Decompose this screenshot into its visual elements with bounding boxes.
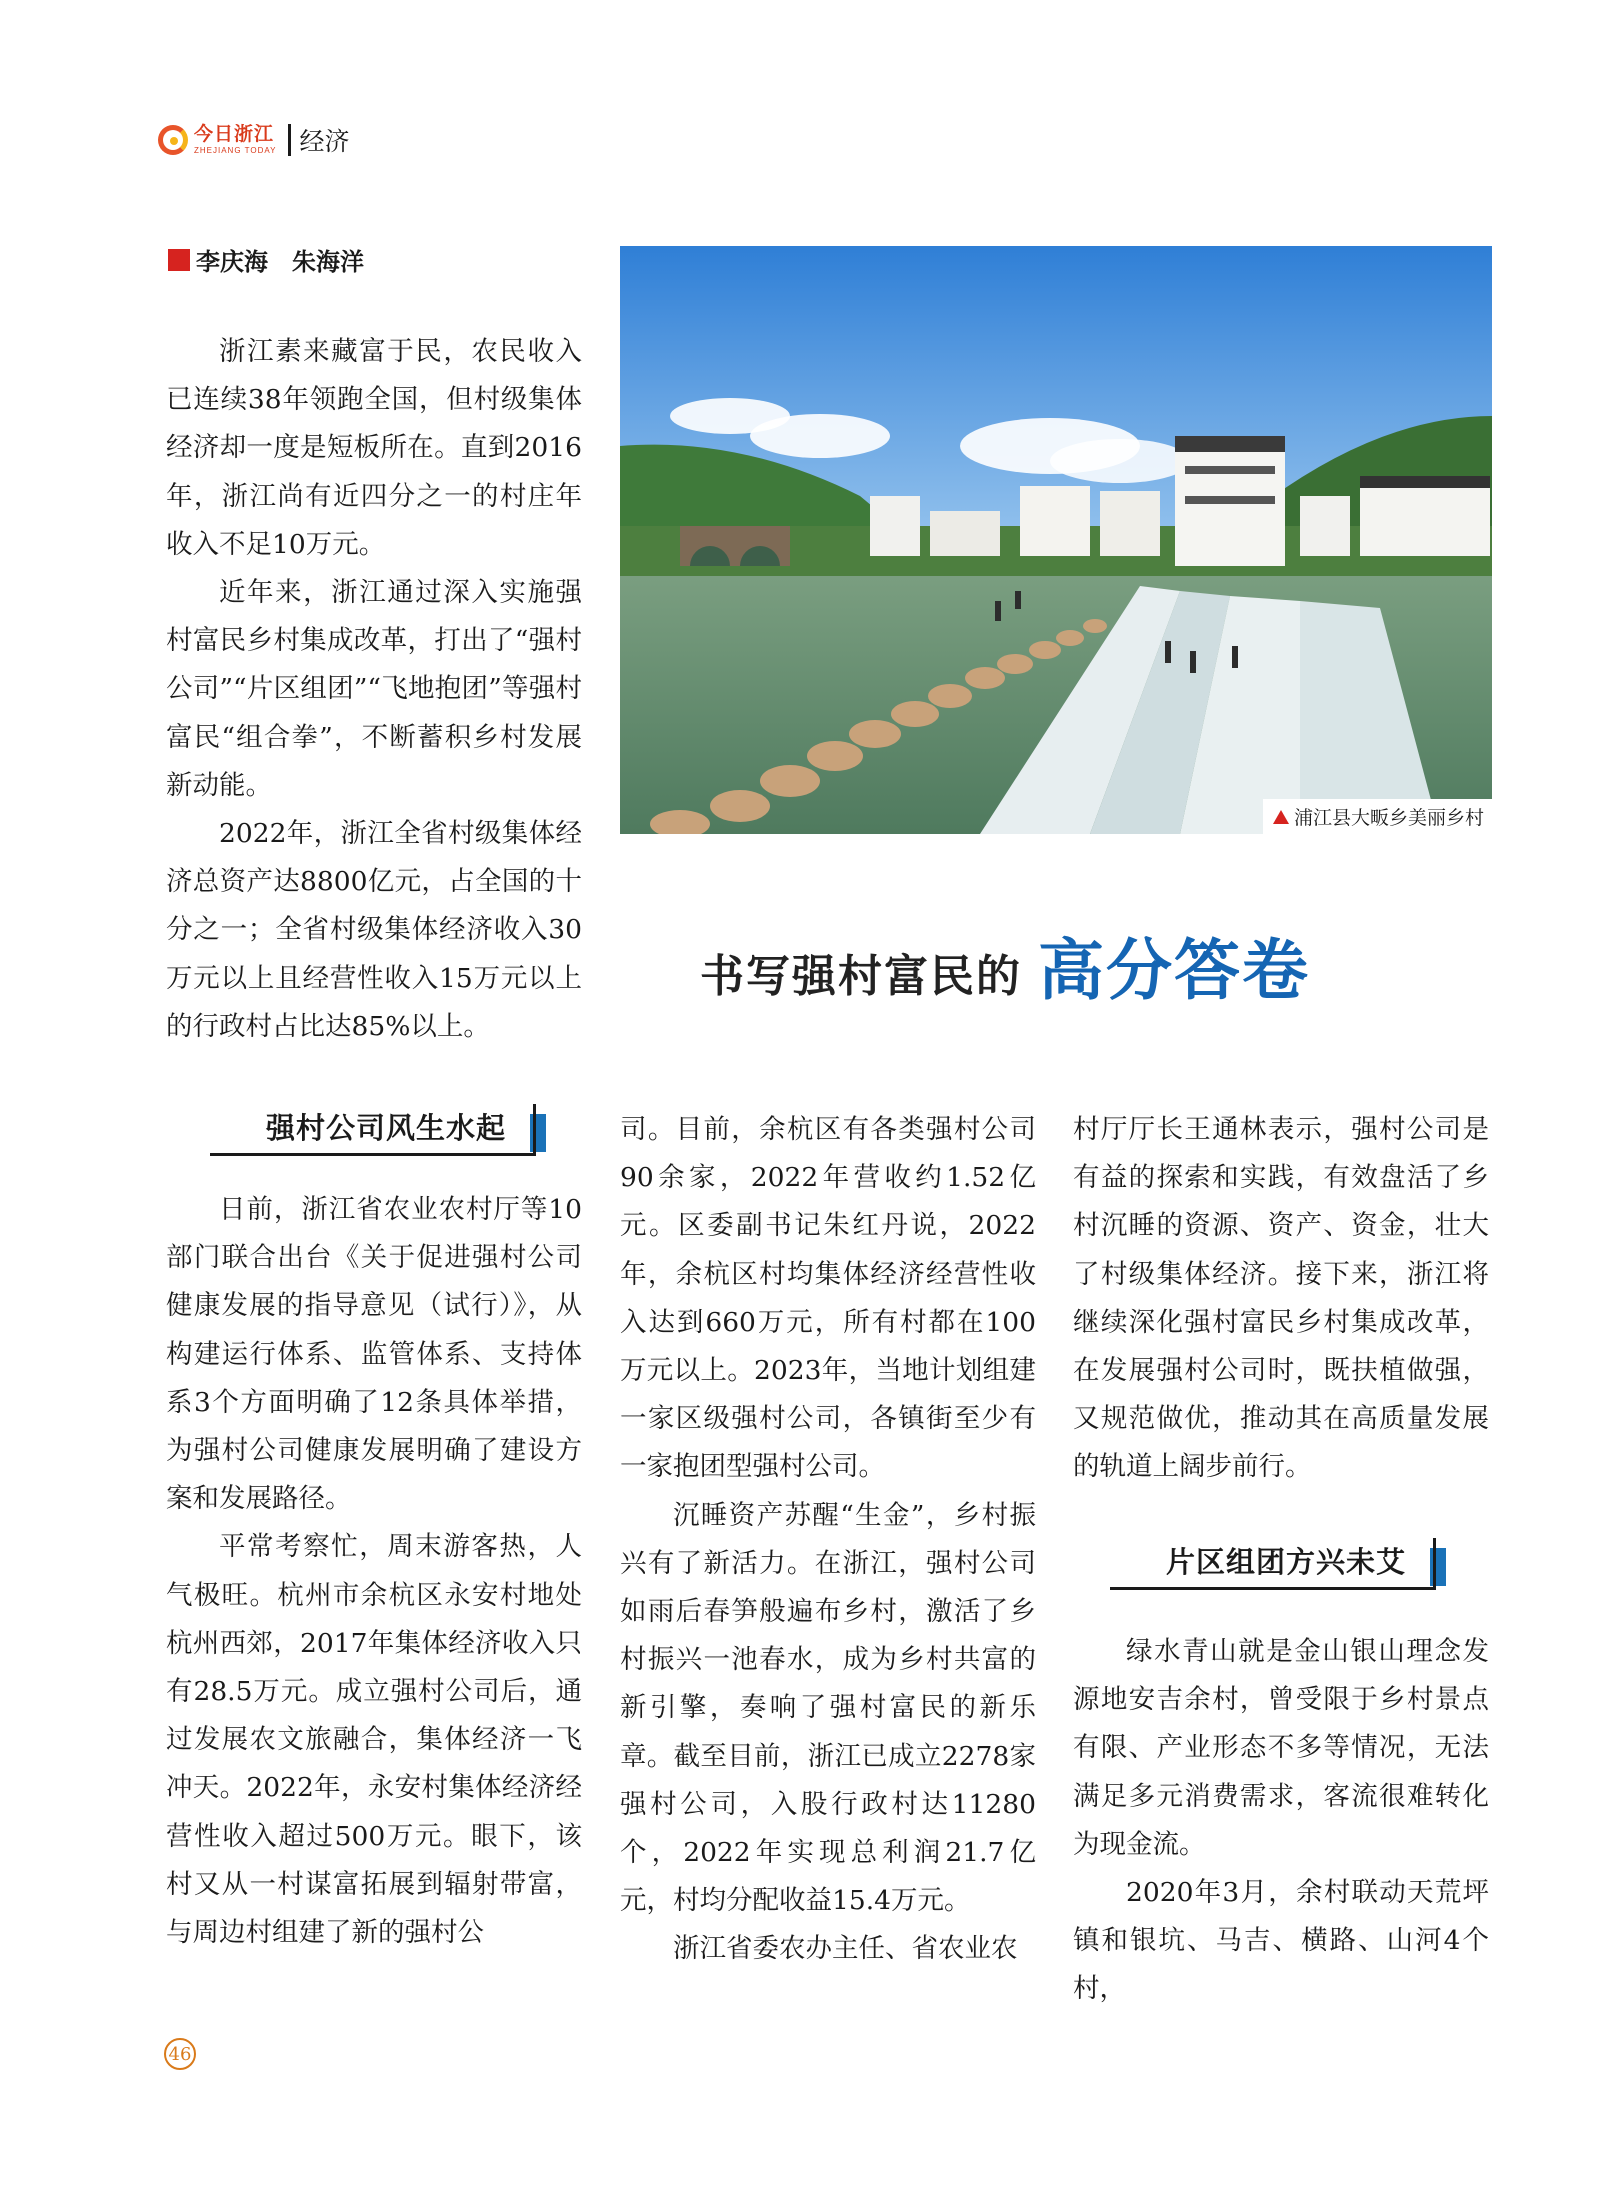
village-photo bbox=[620, 246, 1492, 834]
section2-heading: 片区组团方兴未艾 bbox=[1165, 1545, 1406, 1579]
masthead bbox=[158, 116, 349, 164]
section2-paragraph: 2020年3月，余村联动天荒坪镇和银坑、马吉、横路、山河4个村， bbox=[1073, 1877, 1489, 2005]
right-column bbox=[1073, 1106, 1489, 1492]
page-number: 46 bbox=[164, 2038, 196, 2070]
intro-paragraph: 浙江素来藏富于民，农民收入已连续38年领跑全国，但村级集体经济却一度是短板所在。直到2016年，浙江尚有近四分之一的村庄年收入不足10万元。 bbox=[166, 336, 582, 560]
byline-square-icon bbox=[168, 249, 190, 271]
intro-column bbox=[166, 328, 582, 1051]
section1-heading: 强村公司风生水起 bbox=[265, 1111, 506, 1145]
village-photo-image bbox=[620, 246, 1492, 834]
section2-paragraph: 绿水青山就是金山银山理念发源地安吉余村，曾受限于乡村景点有限、产业形态不多等情况，无法满足多元消费需求，客流很难转化为现金流。 bbox=[1073, 1636, 1489, 1860]
article-title-part2: 高分答卷 bbox=[1038, 932, 1310, 1009]
photo-caption bbox=[1263, 799, 1492, 834]
heading-underline bbox=[1110, 1587, 1436, 1590]
byline-authors: 李庆海 朱海洋 bbox=[196, 248, 364, 276]
heading-tick bbox=[533, 1104, 536, 1156]
masthead-divider bbox=[288, 124, 291, 156]
middle-paragraph: 司。目前，余杭区有各类强村公司90余家，2022年营收约1.52亿元。区委副书记朱红丹说，2022年，余杭区村均集体经济经营性收入达到660万元，所有村都在100万元以上。2023年，当地计划组建一家区级强村公司，各镇街至少有一家抱团型强村公司。 bbox=[620, 1114, 1036, 1483]
sun-logo-icon bbox=[158, 125, 188, 155]
logo bbox=[158, 125, 276, 155]
section2-heading-block bbox=[1110, 1538, 1436, 1590]
intro-paragraph: 近年来，浙江通过深入实施强村富民乡村集成改革，打出了“强村公司”“片区组团”“飞地抱团”等强村富民“组合拳”，不断蓄积乡村发展新动能。 bbox=[166, 577, 582, 801]
right-paragraph: 村厅厅长王通林表示，强村公司是有益的探索和实践，有效盘活了乡村沉睡的资源、资产、资金，壮大了村级集体经济。接下来，浙江将继续深化强村富民乡村集成改革，在发展强村公司时，既扶植做强，又规范做优，推动其在高质量发展的轨道上阔步前行。 bbox=[1073, 1114, 1489, 1483]
section1-paragraph: 平常考察忙，周末游客热，人气极旺。杭州市余杭区永安村地处杭州西郊，2017年集体经济收入只有28.5万元。成立强村公司后，通过发展农文旅融合，集体经济一飞冲天。2022年，永安村集体经济经营性收入超过500万元。眼下，该村又从一村谋富拓展到辐射带富，与周边村组建了新的强村公 bbox=[166, 1531, 582, 1949]
section1-heading-block bbox=[210, 1104, 536, 1156]
logo-english: ZHEJIANG TODAY bbox=[194, 146, 277, 155]
photo-caption-text: 浦江县大畈乡美丽乡村 bbox=[1293, 807, 1484, 829]
intro-paragraph: 2022年，浙江全省村级集体经济总资产达8800亿元，占全国的十分之一；全省村级集体经济收入30万元以上且经营性收入15万元以上的行政村占比达85%以上。 bbox=[166, 818, 582, 1042]
section1-column bbox=[166, 1186, 582, 1957]
section2-column bbox=[1073, 1628, 1489, 2014]
logo-chinese: 今日浙江 bbox=[194, 123, 275, 145]
section1-paragraph: 日前，浙江省农业农村厅等10部门联合出台《关于促进强村公司健康发展的指导意见（试行）》，从构建运行体系、监管体系、支持体系3个方面明确了12条具体举措，为强村公司健康发展明确了建设方案和发展路径。 bbox=[166, 1194, 582, 1515]
caption-triangle-icon bbox=[1273, 810, 1289, 824]
heading-underline bbox=[210, 1153, 536, 1156]
article-title-part1: 书写强村富民的 bbox=[700, 951, 1022, 1002]
byline bbox=[168, 242, 364, 277]
article-title bbox=[700, 922, 1310, 1012]
middle-paragraph: 沉睡资产苏醒“生金”，乡村振兴有了新活力。在浙江，强村公司如雨后春笋般遍布乡村，激活了乡村振兴一池春水，成为乡村共富的新引擎，奏响了强村富民的新乐章。截至目前，浙江已成立2278家强村公司，入股行政村达11280个，2022年实现总利润21.7亿元，村均分配收益15.4万元。 bbox=[620, 1499, 1036, 1917]
middle-column bbox=[620, 1106, 1036, 1974]
section-label: 经济 bbox=[299, 127, 350, 156]
heading-tick bbox=[1433, 1538, 1436, 1590]
middle-paragraph: 浙江省委农办主任、省农业农 bbox=[673, 1933, 1018, 1965]
